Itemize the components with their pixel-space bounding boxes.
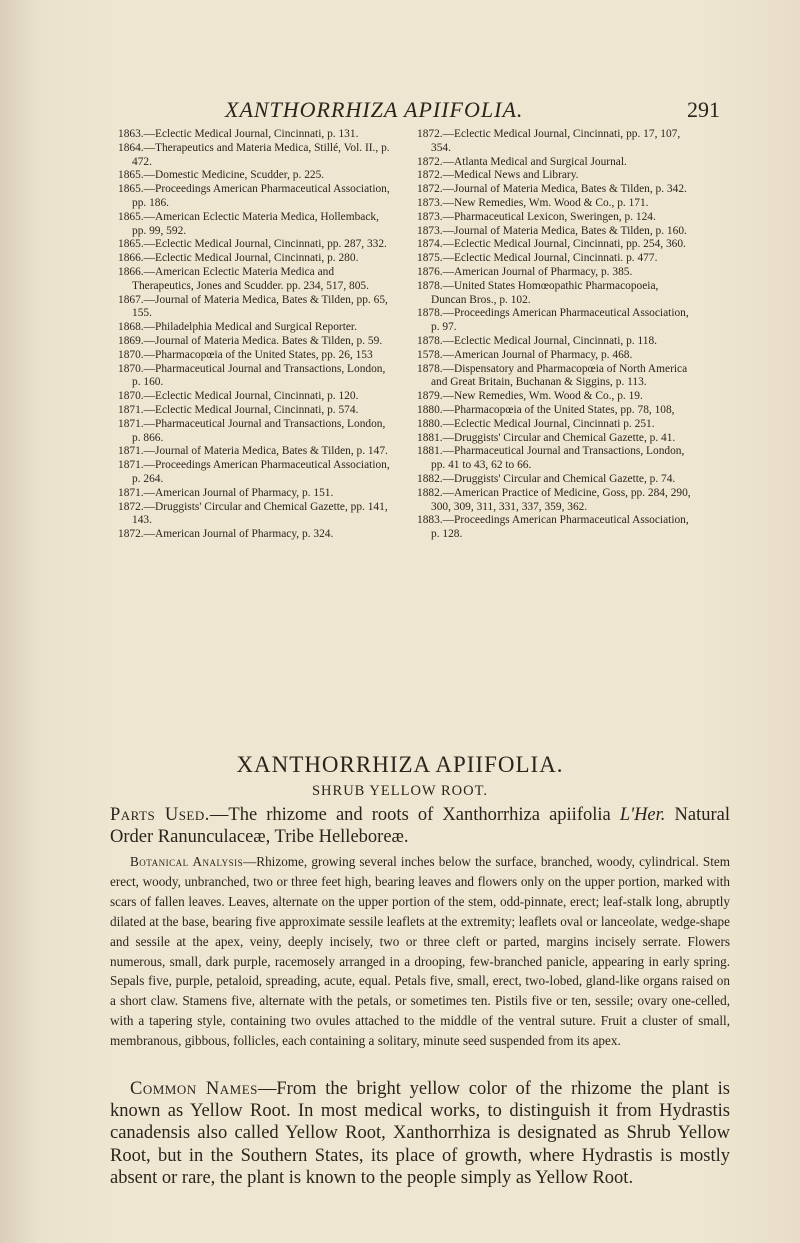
references-right-column: [417, 128, 692, 542]
reference-entry: 1872.—Druggists' Circular and Chemical Gazette, pp. 141, 143.: [118, 500, 388, 527]
common-names-heading: Common Names: [130, 1079, 258, 1099]
parts-used-paragraph: [110, 804, 730, 848]
reference-entry: 1866.—American Eclectic Materia Medica and Therapeutics, Jones and Scudder. pp. 234, 517, 805.: [118, 265, 369, 292]
reference-entry: 1864.—Therapeutics and Materia Medica, Stillé, Vol. II., p. 472.: [118, 141, 390, 168]
botanical-analysis-paragraph: [110, 852, 730, 1051]
parts-used-heading: Parts Used.: [110, 805, 210, 825]
reference-entry: 1881.—Pharmaceutical Journal and Transactions, London, pp. 41 to 43, 62 to 66.: [417, 445, 685, 472]
monograph-title: XANTHORRHIZA APIIFOLIA.: [236, 752, 564, 777]
reference-entry: 1578.—American Journal of Pharmacy, p. 468.: [417, 348, 633, 361]
reference-entry: 1865.—Domestic Medicine, Scudder, p. 225.: [118, 169, 325, 182]
reference-entry: 1882.—American Practice of Medicine, Goss, pp. 284, 290, 300, 309, 311, 331, 337, 359, 362.: [417, 486, 691, 513]
reference-entry: 1878.—Eclectic Medical Journal, Cincinnati, p. 118.: [417, 334, 657, 347]
botanical-analysis-text: —Rhizome, growing several inches below the surface, branched, woody, cylindrical. Stem erect, woody, unbranched, two or three feet high, bearing leaves and flowers only on the upper portion, marked with scars of fallen leaves. Leaves, alternate on the upper portion of the stem, odd-pinnate, erect; leaf-stalk long, abruptly dilated at the base, bearing five approximate sessile leaflets at the extremity; leaflets oval or lanceolate, wedge-shape and sessile at the apex, veiny, deeply incisely, two or three cleft or parted, margins incisely serrate. Flowers numerous, small, dark purple, racemosely arranged in a drooping, few-branched panicle, appearing in early spring. Sepals five, purple, petaloid, spreading, acute, equal. Petals five, small, erect, two-lobed, gland-like organs raised on a short claw. Stamens five, alternate with the petals, or sometimes ten. Pistils five or ten, sessile; ovary one-celled, with a tapering style, containing two ovules attached to the middle of the ventral suture. Fruit a cluster of small, membranous, gibbous, follicles, each containing a solitary, minute seed suspended from its apex.: [110, 854, 730, 1049]
parts-used-text: —The rhizome and roots of Xanthorrhiza apiifolia: [209, 805, 620, 825]
running-title: XANTHORRHIZA APIIFOLIA.: [225, 97, 524, 122]
reference-entry: 1871.—Eclectic Medical Journal, Cincinnati, p. 574.: [118, 403, 359, 416]
reference-entry: 1871.—American Journal of Pharmacy, p. 151.: [118, 486, 334, 499]
references-left-column: [118, 128, 393, 542]
reference-entry: 1870.—Eclectic Medical Journal, Cincinnati, p. 120.: [118, 390, 359, 403]
reference-entry: 1872.—Eclectic Medical Journal, Cincinnati, pp. 17, 107, 354.: [417, 128, 681, 154]
reference-entry: 1873.—Journal of Materia Medica, Bates & Tilden, p. 160.: [417, 224, 687, 237]
reference-entry: 1870.—Pharmacopœia of the United States, pp. 26, 153: [118, 348, 373, 361]
reference-entry: 1865.—Proceedings American Pharmaceutical Association, pp. 186.: [118, 183, 390, 209]
reference-entry: 1872.—Journal of Materia Medica, Bates & Tilden, p. 342.: [417, 183, 687, 196]
reference-entry: 1882.—Druggists' Circular and Chemical Gazette, p. 74.: [417, 472, 676, 485]
common-names-paragraph: [110, 1078, 730, 1189]
reference-entry: 1865.—Eclectic Medical Journal, Cincinnati, pp. 287, 332.: [118, 238, 387, 251]
reference-entry: 1871.—Proceedings American Pharmaceutical Association, p. 264.: [118, 459, 390, 485]
botanical-authority: L'Her.: [619, 805, 666, 825]
reference-entry: 1871.—Pharmaceutical Journal and Transactions, London, p. 866.: [118, 417, 386, 444]
reference-entry: 1872.—Atlanta Medical and Surgical Journal.: [417, 155, 627, 168]
reference-entry: 1876.—American Journal of Pharmacy, p. 385.: [417, 265, 633, 278]
reference-entry: 1868.—Philadelphia Medical and Surgical Reporter.: [118, 321, 357, 334]
reference-entry: 1883.—Proceedings American Pharmaceutical Association, p. 128.: [417, 514, 689, 541]
reference-entry: 1881.—Druggists' Circular and Chemical Gazette, p. 41.: [417, 431, 676, 444]
reference-entry: 1879.—New Remedies, Wm. Wood & Co., p. 19.: [417, 390, 643, 403]
reference-entry: 1867.—Journal of Materia Medica, Bates & Tilden, pp. 65, 155.: [118, 293, 388, 320]
reference-entry: 1878.—Dispensatory and Pharmacopœia of North America and Great Britain, Buchanan & Siggins, p. 113.: [417, 362, 688, 389]
botanical-analysis-heading: Botanical Analysis: [130, 854, 244, 869]
reference-entry: 1878.—United States Homœopathic Pharmacopoeia, Duncan Bros., p. 102.: [417, 279, 659, 306]
reference-entry: 1873.—Pharmaceutical Lexicon, Sweringen, p. 124.: [417, 210, 656, 223]
reference-entry: 1869.—Journal of Materia Medica. Bates & Tilden, p. 59.: [118, 334, 383, 347]
monograph-subtitle: SHRUB YELLOW ROOT.: [311, 783, 489, 799]
reference-entry: 1870.—Pharmaceutical Journal and Transactions, London, p. 160.: [118, 362, 386, 389]
reference-entry: 1872.—Medical News and Library.: [417, 169, 579, 182]
reference-entry: 1872.—American Journal of Pharmacy, p. 324.: [118, 528, 334, 541]
reference-entry: 1874.—Eclectic Medical Journal, Cincinnati, pp. 254, 360.: [417, 238, 686, 251]
reference-entry: 1878.—Proceedings American Pharmaceutical Association, p. 97.: [417, 307, 689, 334]
reference-entry: 1880.—Pharmacopœia of the United States, pp. 78, 108,: [417, 403, 675, 416]
reference-entry: 1865.—American Eclectic Materia Medica, Hollemback, pp. 99, 592.: [118, 210, 379, 237]
common-names-text: —From the bright yellow color of the rhizome the plant is known as Yellow Root. In most medical works, to distinguish it from Hydrastis canadensis also called Yellow Root, Xanthorrhiza is designated as Shrub Yellow Root, but in the Southern States, its place of growth, where Hydrastis is mostly absent or rare, the plant is known to the people simply as Yellow Root.: [110, 1079, 730, 1188]
running-head: [110, 97, 720, 125]
reference-entry: 1880.—Eclectic Medical Journal, Cincinnati p. 251.: [417, 417, 655, 430]
natural-order-text: Natural Order Ranunculaceæ, Tribe Helleboreæ.: [110, 805, 730, 847]
reference-entry: 1871.—Journal of Materia Medica, Bates & Tilden, p. 147.: [118, 445, 388, 458]
reference-entry: 1873.—New Remedies, Wm. Wood & Co., p. 171.: [417, 196, 649, 209]
reference-entry: 1875.—Eclectic Medical Journal, Cincinnati. p. 477.: [417, 252, 658, 265]
page-number: 291: [687, 97, 720, 122]
reference-entry: 1863.—Eclectic Medical Journal, Cincinnati, p. 131.: [118, 128, 359, 140]
reference-entry: 1866.—Eclectic Medical Journal, Cincinnati, p. 280.: [118, 252, 359, 265]
